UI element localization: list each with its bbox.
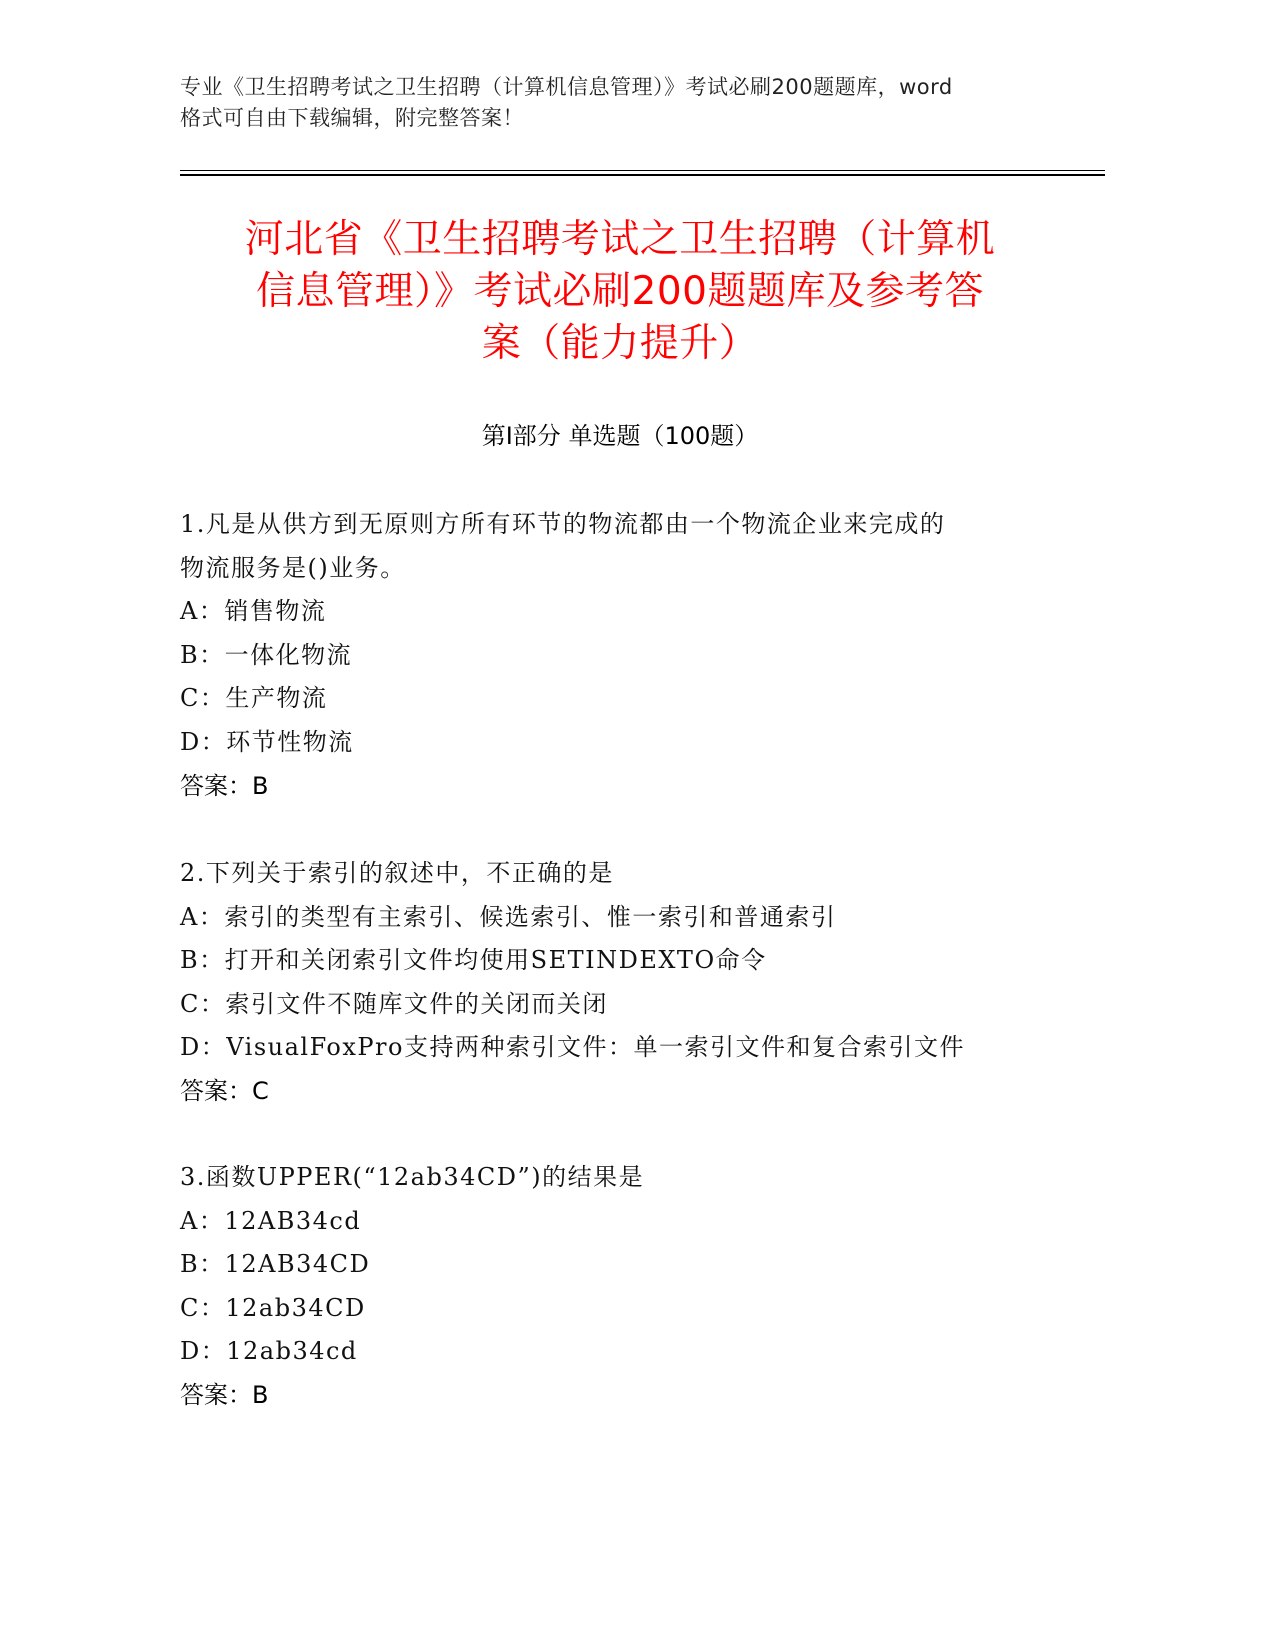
option-d: D：12ab34cd: [180, 1337, 358, 1366]
document-title-line-3: 案（能力提升）: [481, 321, 759, 366]
document-title-line-1: 河北省《卫生招聘考试之卫生招聘（计算机: [244, 217, 996, 262]
option-a: A：销售物流: [180, 597, 327, 626]
header-divider-thick: [180, 174, 1105, 176]
question-3: [180, 1156, 1080, 1418]
document-title-line-2: 信息管理）》考试必刷200题题库及参考答: [256, 269, 984, 314]
question-1: [180, 503, 1080, 808]
header-note-line-2: 格式可自由下载编辑，附完整答案！: [180, 106, 524, 130]
answer: 答案：B: [180, 771, 269, 800]
option-c: C：索引文件不随库文件的关闭而关闭: [180, 989, 608, 1018]
question-stem: 3.函数UPPER(“12ab34CD”)的结果是: [180, 1163, 645, 1191]
question-stem-continued: 物流服务是()业务。: [180, 553, 406, 582]
option-d: D：VisualFoxPro支持两种索引文件：单一索引文件和复合索引文件: [180, 1033, 965, 1062]
option-b: B：12AB34CD: [180, 1250, 371, 1279]
document-title: [180, 214, 1060, 370]
answer: 答案：C: [180, 1076, 269, 1105]
question-2: [180, 852, 1080, 1114]
question-stem: 1.凡是从供方到无原则方所有环节的物流都由一个物流企业来完成的: [180, 510, 946, 538]
option-b: B：一体化物流: [180, 640, 353, 669]
section-title: 第Ⅰ部分 单选题（100题）: [481, 422, 759, 450]
header-divider-thin: [180, 170, 1105, 171]
option-a: A：12AB34cd: [180, 1206, 362, 1235]
option-a: A：索引的类型有主索引、候选索引、惟一索引和普通索引: [180, 902, 837, 931]
header-note-line-1: 专业《卫生招聘考试之卫生招聘（计算机信息管理）》考试必刷200题题库，word: [180, 75, 953, 99]
option-c: C：12ab34CD: [180, 1293, 366, 1322]
option-d: D：环节性物流: [180, 727, 354, 756]
question-stem: 2.下列关于索引的叙述中，不正确的是: [180, 859, 614, 887]
option-b: B：打开和关闭索引文件均使用SETINDEXTO命令: [180, 946, 767, 975]
answer: 答案：B: [180, 1380, 269, 1409]
header-note: [180, 72, 1070, 134]
option-c: C：生产物流: [180, 684, 328, 713]
